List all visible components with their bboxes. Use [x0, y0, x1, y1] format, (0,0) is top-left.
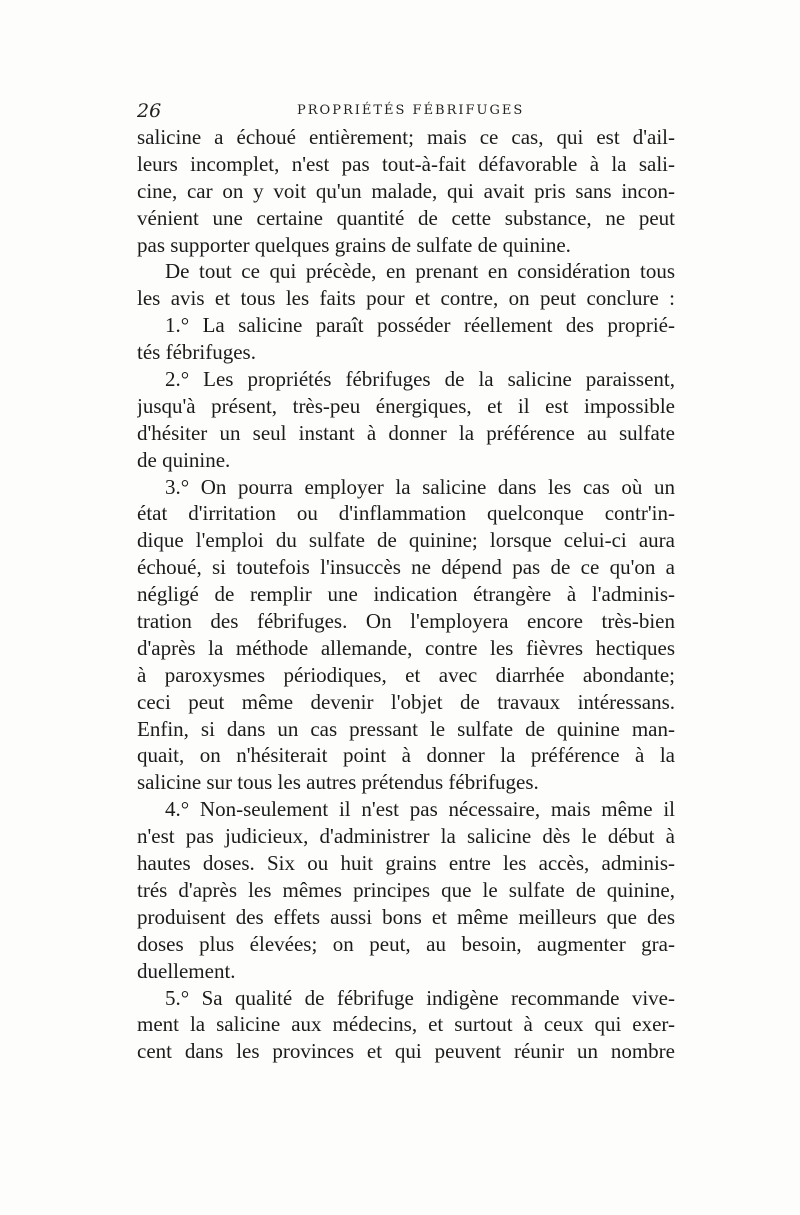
text-line: de quinine. — [137, 447, 231, 472]
text-line: De tout ce qui précède, en prenant en considération tous — [165, 259, 675, 284]
text-line: tés fébrifuges. — [137, 340, 256, 365]
text-line: pas supporter quelques grains de sulfate de quinine. — [137, 232, 571, 257]
text-line: quait, on n'hésiterait point à donner la préférence à la — [137, 743, 675, 768]
text-line: n'est pas judicieux, d'administrer la salicine dès le début à — [137, 824, 675, 849]
text-line: produisent des effets aussi bons et même meilleurs que des — [137, 904, 675, 929]
text-line: Enfin, si dans un cas pressant le sulfate de quinine man- — [137, 716, 675, 741]
text-line: d'après la méthode allemande, contre les fièvres hectiques — [137, 635, 675, 660]
text-line: tration des fébrifuges. On l'employera encore très-bien — [137, 609, 675, 634]
text-line: d'hésiter un seul instant à donner la préférence au sulfate — [137, 420, 675, 445]
running-title: PROPRIÉTÉS FÉBRIFUGES — [297, 103, 525, 118]
text-line: ceci peut même devenir l'objet de travaux intéressans. — [137, 689, 675, 714]
text-line: hautes doses. Six ou huit grains entre les accès, adminis- — [137, 851, 675, 876]
text-line: vénient une certaine quantité de cette substance, ne peut — [137, 205, 675, 230]
text-line: ment la salicine aux médecins, et surtout à ceux qui exer- — [137, 1012, 675, 1037]
text-line: échoué, si toutefois l'insuccès ne dépend pas de ce qu'on a — [137, 555, 675, 580]
text-line: salicine sur tous les autres prétendus fébrifuges. — [137, 770, 539, 795]
text-line: leurs incomplet, n'est pas tout-à-fait défavorable à la sali- — [137, 151, 675, 176]
text-line: dique l'emploi du sulfate de quinine; lorsque celui-ci aura — [137, 528, 675, 553]
text-line: doses plus élevées; on peut, au besoin, augmenter gra- — [137, 931, 675, 956]
text-line: jusqu'à présent, très-peu énergiques, et il est impossible — [137, 393, 675, 418]
page-number: 26 — [137, 100, 162, 122]
text-line: 1.° La salicine paraît posséder réellement des proprié- — [165, 313, 675, 338]
text-line: cine, car on y voit qu'un malade, qui avait pris sans incon- — [137, 178, 675, 203]
text-line: 5.° Sa qualité de fébrifuge indigène recommande vive- — [165, 985, 675, 1010]
running-head — [137, 100, 675, 124]
text-line: salicine a échoué entièrement; mais ce cas, qui est d'ail- — [137, 125, 675, 149]
text-line: duellement. — [137, 958, 236, 983]
body-text — [137, 124, 675, 1065]
text-line: trés d'après les mêmes principes que le sulfate de quinine, — [137, 877, 675, 902]
text-line: les avis et tous les faits pour et contre, on peut conclure : — [137, 286, 675, 311]
text-line: à paroxysmes périodiques, et avec diarrhée abondante; — [137, 662, 675, 687]
text-line: état d'irritation ou d'inflammation quelconque contr'in- — [137, 501, 675, 526]
text-line: 2.° Les propriétés fébrifuges de la salicine paraissent, — [165, 367, 675, 392]
text-line: 4.° Non-seulement il n'est pas nécessaire, mais même il — [165, 797, 675, 822]
text-line: cent dans les provinces et qui peuvent réunir un nombre — [137, 1039, 675, 1064]
text-line: négligé de remplir une indication étrangère à l'adminis- — [137, 582, 675, 607]
text-line: 3.° On pourra employer la salicine dans les cas où un — [165, 474, 675, 499]
